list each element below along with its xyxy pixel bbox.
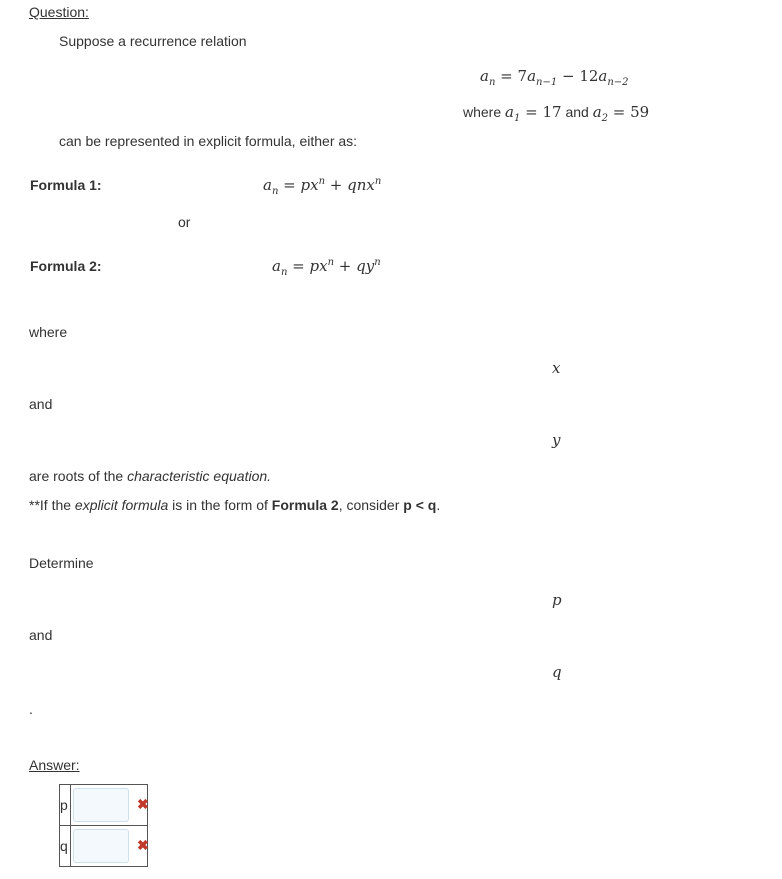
question-heading: Question: bbox=[29, 4, 89, 20]
answer-input-p[interactable] bbox=[73, 788, 129, 822]
answer-row-p bbox=[60, 785, 148, 826]
initial-conditions: where $a_1 = 17$ and $a_2 = 59$ bbox=[463, 103, 650, 124]
period-text: . bbox=[29, 701, 33, 717]
note-text: **If the explicit formula is in the form of Formula 2, consider p < q. bbox=[29, 497, 441, 513]
answer-label-p: p bbox=[60, 785, 71, 826]
roots-text: are roots of the characteristic equation. bbox=[29, 468, 272, 484]
formula2-label: Formula 2: bbox=[30, 258, 102, 274]
answer-label-q: q bbox=[60, 826, 71, 867]
answer-row-q bbox=[60, 826, 148, 867]
incorrect-x-icon: ✖ bbox=[137, 796, 149, 812]
variable-q: q bbox=[552, 663, 562, 681]
where-text: where bbox=[29, 324, 68, 340]
incorrect-x-icon: ✖ bbox=[137, 837, 149, 853]
and-text-1: and bbox=[29, 396, 53, 412]
formula2-equation: $a_n = px^n + qy^n$ bbox=[272, 257, 381, 278]
answer-input-q[interactable] bbox=[73, 829, 129, 863]
variable-y: y bbox=[552, 431, 561, 449]
variable-x: x bbox=[552, 359, 561, 377]
recurrence-equation: $a_n = 7a_{n-1} - 12a_{n-2}$ bbox=[480, 67, 629, 88]
and-text-2: and bbox=[29, 627, 53, 643]
answer-table bbox=[59, 784, 148, 867]
or-text: or bbox=[178, 214, 191, 230]
explicit-intro-text: can be represented in explicit formula, either as: bbox=[59, 133, 358, 149]
answer-heading: Answer: bbox=[29, 757, 80, 773]
variable-p: p bbox=[552, 591, 562, 609]
formula1-equation: $a_n = px^n + qnx^n$ bbox=[263, 176, 382, 197]
intro-text: Suppose a recurrence relation bbox=[59, 33, 247, 49]
formula1-label: Formula 1: bbox=[30, 177, 102, 193]
determine-text: Determine bbox=[29, 555, 94, 571]
